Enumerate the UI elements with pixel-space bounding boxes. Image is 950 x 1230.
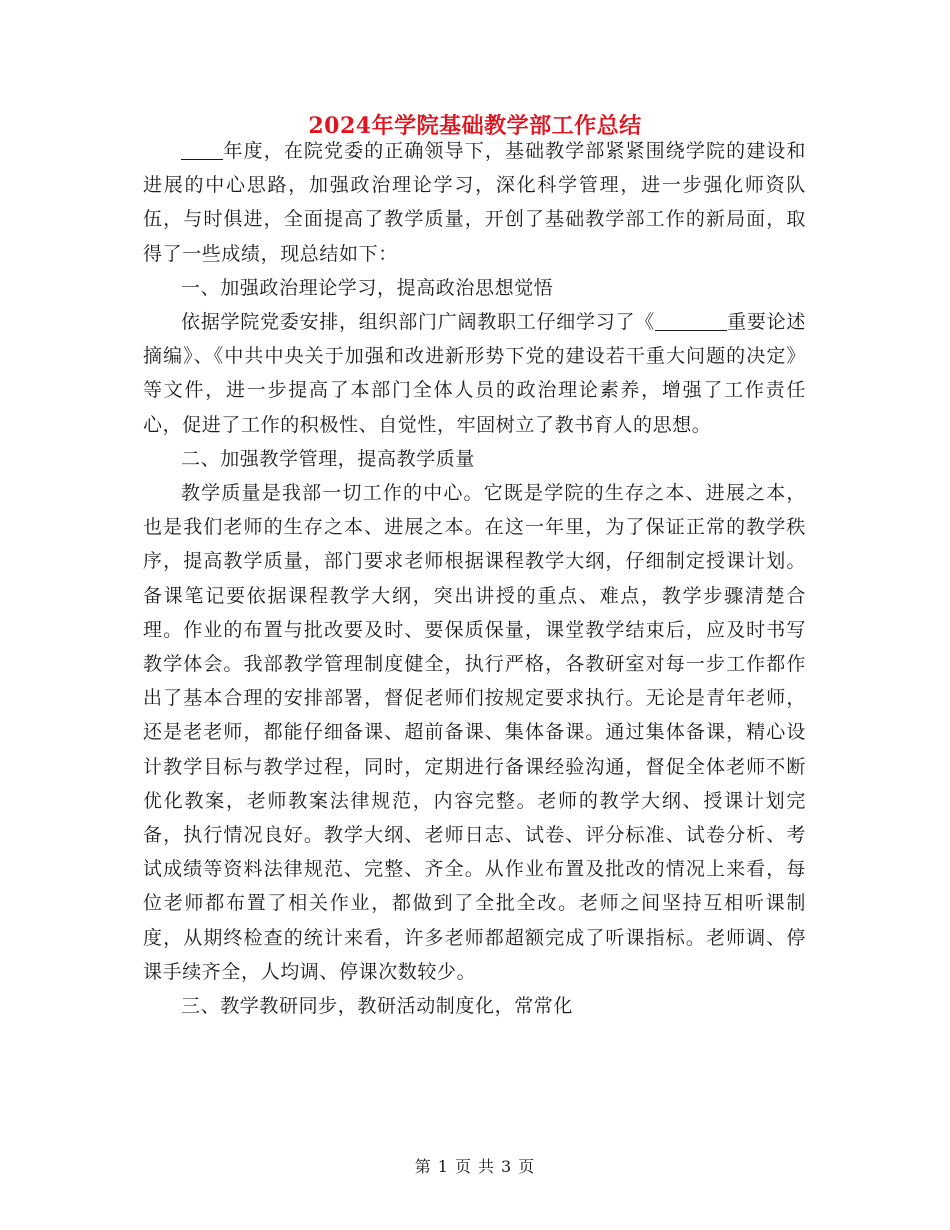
section-1-text-end: 重要论述摘编》、《中共中央关于加强和改进新形势下党的建设若干重大问题的决定》等文件，进一步提高了本部门全体人员的政治理论素养，增强了工作责任心，促进了工作的积极性、自觉性，牢固树立了教书育人的思想。	[143, 311, 806, 436]
document-title: 2024年学院基础教学部工作总结	[308, 113, 642, 139]
section-heading-1: 一、加强政治理论学习，提高政治思想觉悟	[181, 276, 554, 299]
page-footer	[0, 1154, 950, 1177]
footer-prefix: 第	[414, 1157, 432, 1176]
section-1-paragraph	[143, 305, 806, 442]
footer-middle: 页 共	[454, 1157, 496, 1176]
footer-total-pages: 3	[501, 1157, 513, 1176]
intro-paragraph	[143, 134, 806, 271]
footer-page-number: 1	[437, 1157, 449, 1176]
section-heading-2: 二、加强教学管理，提高教学质量	[181, 447, 476, 470]
section-2-paragraph: 教学质量是我部一切工作的中心。它既是学院的生存之本、进展之本，也是我们老师的生存之本、进展之本。在这一年里，为了保证正常的教学秩序，提高教学质量，部门要求老师根据课程教学大纲，仔细制定授课计划。备课笔记要依据课程教学大纲，突出讲授的重点、难点，教学步骤清楚合理。作业的布置与批改要及时、要保质保量，课堂教学结束后，应及时书写教学体会。我部教学管理制度健全，执行严格，各教研室对每一步工作都作出了基本合理的安排部署，督促老师们按规定要求执行。无论是青年老师，还是老老师，都能仔细备课、超前备课、集体备课。通过集体备课，精心设计教学目标与教学过程，同时，定期进行备课经验沟通，督促全体老师不断优化教案，老师教案法律规范，内容完整。老师的教学大纲、授课计划完备，执行情况良好。教学大纲、老师日志、试卷、评分标准、试卷分析、考试成绩等资料法律规范、完整、齐全。从作业布置及批改的情况上来看，每位老师都布置了相关作业，都做到了全批全改。老师之间坚持互相听课制度，从期终检查的统计来看，许多老师都超额完成了听课指标。老师调、停课手续齐全，人均调、停课次数较少。	[143, 482, 806, 983]
document-body	[143, 134, 806, 1023]
footer-suffix: 页	[518, 1157, 536, 1176]
fill-in-blank	[655, 311, 727, 331]
section-1-text-start: 依据学院党委安排，组织部门广阔教职工仔细学习了《	[181, 311, 655, 334]
section-heading-3: 三、教学教研同步，教研活动制度化，常常化	[181, 995, 574, 1018]
intro-text: 年度，在院党委的正确领导下，基础教学部紧紧围绕学院的建设和进展的中心思路，加强政治理论学习，深化科学管理，进一步强化师资队伍，与时俱进，全面提高了教学质量，开创了基础教学部工作的新局面，取得了一些成绩，现总结如下：	[143, 140, 806, 265]
fill-in-blank	[181, 140, 223, 160]
